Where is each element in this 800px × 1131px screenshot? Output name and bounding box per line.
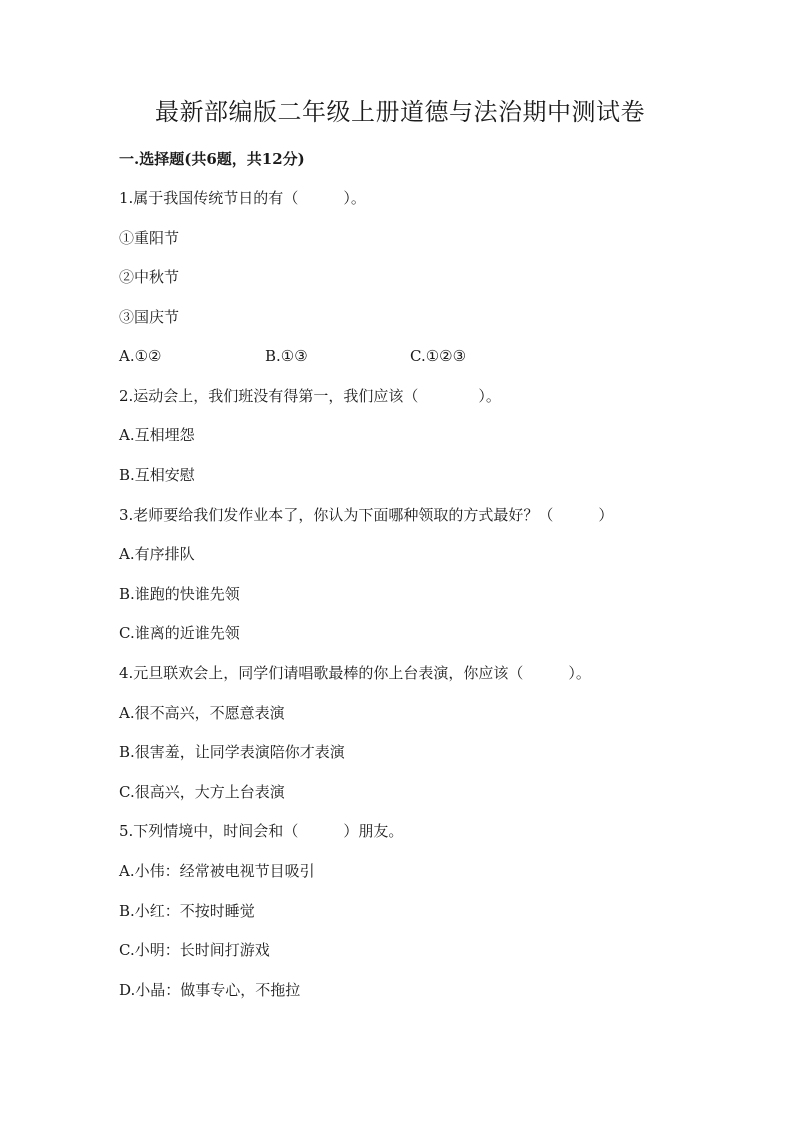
question-5-choice-b: B.小红：不按时睡觉 [119,902,255,920]
question-2-choice-b: B.互相安慰 [119,466,195,484]
question-4-choice-a: A.很不高兴，不愿意表演 [119,704,285,722]
section-heading: 一.选择题(共6题，共12分) [119,150,305,168]
question-5-choice-d: D.小晶：做事专心，不拖拉 [119,981,301,999]
question-1-item: ②中秋节 [119,268,180,286]
question-1-choice-b: B.①③ [265,347,308,365]
page-title: 最新部编版二年级上册道德与法治期中测试卷 [155,98,645,126]
question-2-choice-a: A.互相埋怨 [119,426,195,444]
question-4-choice-c: C.很高兴，大方上台表演 [119,783,285,801]
question-1-item: ①重阳节 [119,229,180,247]
question-4-choice-b: B.很害羞，让同学表演陪你才表演 [119,743,345,761]
question-1-stem: 1.属于我国传统节日的有（ ）。 [119,189,366,207]
question-3-choice-a: A.有序排队 [119,545,195,563]
question-5-choice-a: A.小伟：经常被电视节目吸引 [119,862,315,880]
question-1-choice-c: C.①②③ [410,347,467,365]
question-1-item: ③国庆节 [119,308,180,326]
question-2-stem: 2.运动会上，我们班没有得第一，我们应该（ ）。 [119,387,501,405]
question-3-stem: 3.老师要给我们发作业本了，你认为下面哪种领取的方式最好？（ ） [119,506,614,524]
question-5-choice-c: C.小明：长时间打游戏 [119,941,270,959]
question-3-choice-b: B.谁跑的快谁先领 [119,585,240,603]
question-5-stem: 5.下列情境中，时间会和（ ）朋友。 [119,822,404,840]
question-4-stem: 4.元旦联欢会上，同学们请唱歌最棒的你上台表演，你应该（ ）。 [119,664,591,682]
question-1-choices [119,345,599,367]
question-1-choice-a: A.①② [119,347,162,365]
question-3-choice-c: C.谁离的近谁先领 [119,624,240,642]
